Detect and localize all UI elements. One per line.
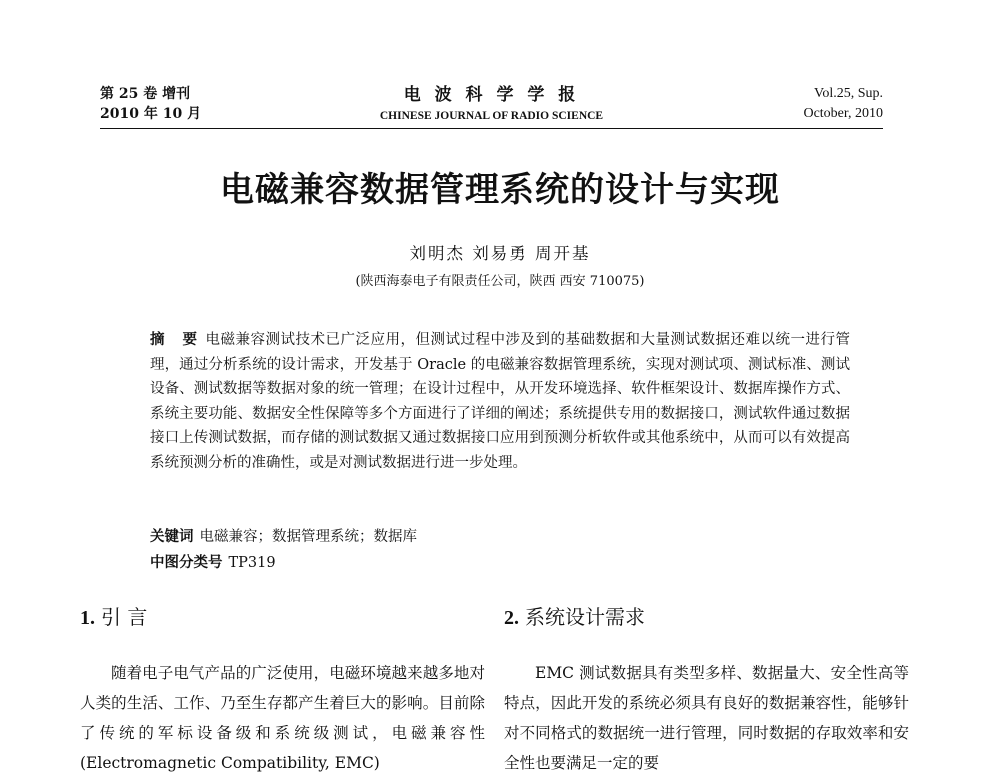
volume-cn: 第 25 卷 增刊 — [100, 86, 191, 102]
abstract-label: 摘 要 — [150, 331, 204, 348]
column-left — [80, 658, 485, 772]
header-right — [803, 84, 883, 124]
volume-en: Vol.25, Sup. — [814, 86, 883, 101]
paper-authors: 刘明杰 刘易勇 周开基 — [409, 244, 591, 263]
journal-name-cn: 电 波 科 学 学 报 — [403, 85, 580, 105]
classification-label: 中图分类号 — [150, 554, 223, 571]
section-title: 引 言 — [101, 605, 148, 629]
header-center — [100, 84, 883, 126]
paper-title: 电磁兼容数据管理系统的设计与实现 — [220, 170, 780, 210]
journal-header — [100, 84, 883, 128]
keywords-label: 关键词 — [150, 528, 194, 545]
section-heading-requirements — [504, 603, 645, 632]
section-number: 2. — [504, 607, 519, 629]
section-paragraph: 随着电子电气产品的广泛使用，电磁环境越来越多地对人类的生活、工作、乃至生存都产生着巨大的影响。目前除了传统的军标设备级和系统级测试，电磁兼容性(Electromagnetic Compatibility, EMC) — [80, 664, 485, 772]
keywords — [150, 526, 417, 548]
date-en: October, 2010 — [803, 106, 883, 121]
section-paragraph: EMC 测试数据具有类型多样、数据量大、安全性高等特点，因此开发的系统必须具有良好的数据兼容性，能够针对不同格式的数据统一进行管理，同时数据的存取效率和安全性也要满足一定的要 — [504, 664, 909, 772]
section-heading-introduction — [80, 603, 147, 632]
abstract — [150, 328, 850, 475]
classification — [150, 552, 276, 574]
classification-text: TP319 — [228, 555, 276, 571]
date-cn: 2010 年 10 月 — [100, 106, 202, 122]
column-right — [504, 658, 909, 772]
paper-affiliation: (陕西海泰电子有限责任公司，陕西 西安 710075) — [355, 274, 645, 289]
journal-name-en: CHINESE JOURNAL OF RADIO SCIENCE — [379, 110, 604, 122]
abstract-text: 电磁兼容测试技术已广泛应用，但测试过程中涉及到的基础数据和大量测试数据还难以统一进行管理，通过分析系统的设计需求，开发基于 Oracle 的电磁兼容数据管理系统，实现对测试项、测试标准、测试设备、测试数据等数据对象的统一管理；在设计过程中，从开发环境选择、软件框架设计、数据库操作方式、系统主要功能、数据安全性保障等多个方面进行了详细的阐述；系统提供专用的数据接口，测试软件通过数据接口上传测试数据，而存储的测试数据又通过数据接口应用到预测分析软件或其他系统中，从而可以有效提高系统预测分析的准确性，或是对测试数据进行进一步处理。 — [150, 332, 850, 471]
section-number: 1. — [80, 607, 95, 629]
section-title: 系统设计需求 — [525, 605, 645, 629]
keywords-text: 电磁兼容；数据管理系统；数据库 — [199, 529, 417, 545]
header-rule — [100, 128, 883, 129]
